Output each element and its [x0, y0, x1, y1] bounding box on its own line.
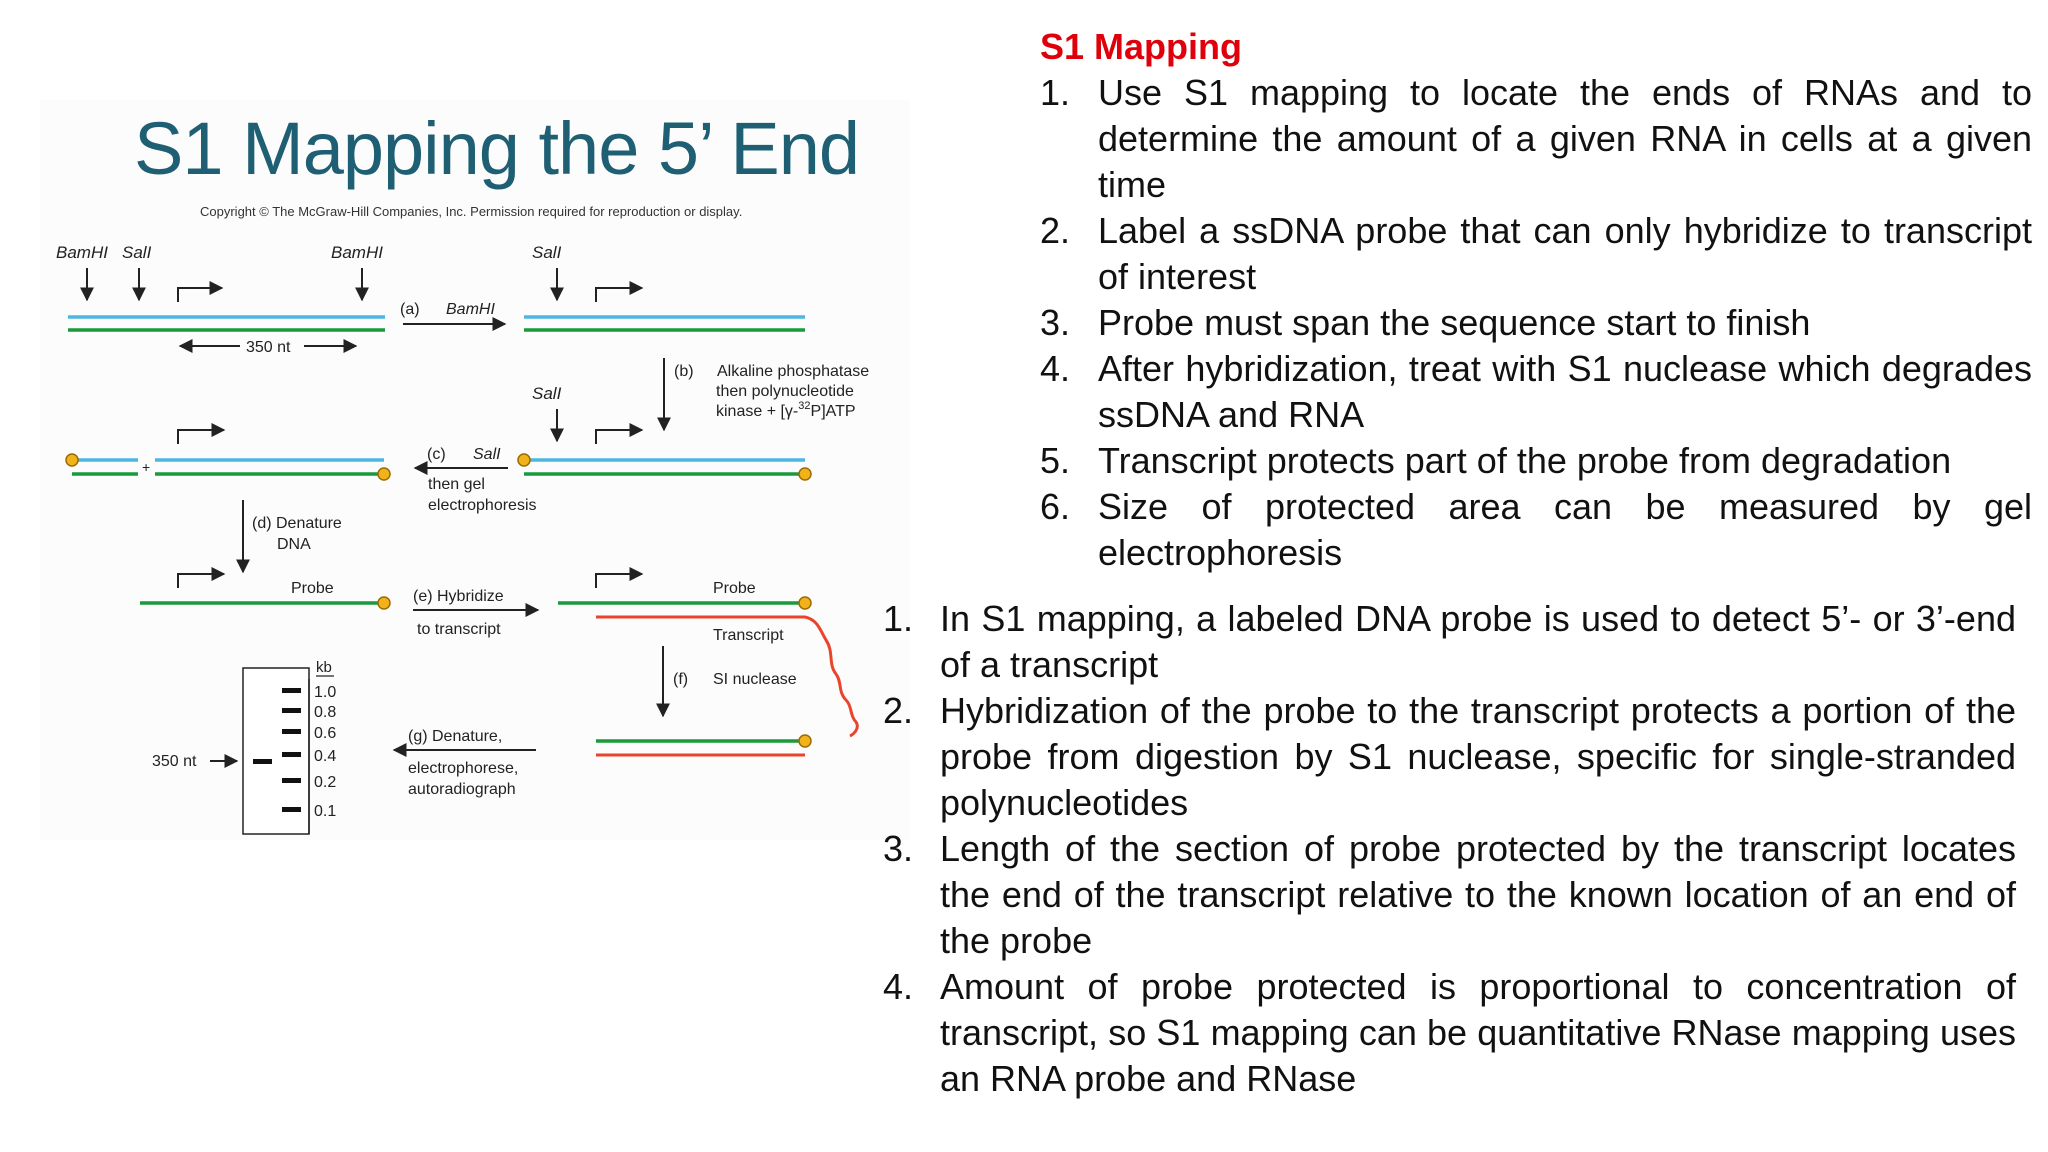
plus-sign: + [142, 459, 151, 475]
item-number: 6. [1040, 486, 1071, 527]
figure-copyright: Copyright © The McGraw-Hill Companies, Inc. Permission required for reproduction or display. [200, 204, 743, 219]
list-item [1040, 208, 2032, 300]
list-item [1040, 300, 2032, 346]
item-text: In S1 mapping, a labeled DNA probe is used to detect 5’- or 3’-end of a transcript [940, 598, 2016, 685]
ladder-label: 1.0 [314, 684, 337, 701]
promoter-arrow-icon [178, 574, 224, 588]
promoter-arrow-icon [178, 288, 222, 302]
step-e-line2: to transcript [417, 621, 501, 638]
gel-marker-label: 350 nt [152, 753, 197, 770]
list-item [1040, 70, 2032, 208]
step-c-line2: then gel [428, 476, 485, 493]
step-b-line1: Alkaline phosphatase [717, 363, 870, 380]
ladder-label: 0.2 [314, 774, 337, 791]
item-number: 3. [1040, 302, 1071, 343]
ladder-label: 0.1 [314, 803, 337, 820]
step-a-letter: (a) [400, 301, 420, 318]
item-text: Probe must span the sequence start to finish [1098, 302, 1811, 343]
ladder-band [282, 688, 301, 693]
list-item [1040, 346, 2032, 438]
step-d-line1: (d) Denature [252, 515, 342, 532]
step-f-letter: (f) [673, 671, 689, 688]
promoter-arrow-icon [178, 430, 224, 444]
ladder-band [282, 708, 301, 713]
list-item [1040, 438, 2032, 484]
step-d-line2: DNA [277, 536, 311, 553]
summary-list [883, 596, 2016, 1102]
item-number: 3. [883, 828, 914, 869]
step-c-line3: electrophoresis [428, 497, 537, 514]
promoter-arrow-icon [596, 288, 642, 302]
s1-mapping-list [1040, 70, 2032, 576]
probe-label-1: Probe [291, 580, 334, 597]
item-text: Transcript protects part of the probe from degradation [1098, 440, 1952, 481]
ladder-label: 0.4 [314, 748, 337, 765]
item-number: 1. [883, 598, 914, 639]
transcript-label: Transcript [713, 627, 784, 644]
step-a-enzyme: BamHI [446, 301, 495, 318]
step-g-line1: (g) Denature, [408, 728, 503, 745]
step-c-enzyme: SalI [473, 446, 501, 463]
section-title: S1 Mapping [1040, 26, 1243, 67]
list-item [883, 688, 2016, 826]
step-b-letter: (b) [674, 363, 694, 380]
sali-label-1: SalI [122, 243, 152, 262]
gel-kb-label: kb [316, 659, 332, 676]
item-text: Size of protected area can be measured by gel electrophoresis [1098, 486, 2032, 573]
sample-band [253, 759, 272, 764]
item-text: Amount of probe protected is proportional to concentration of transcript, so S1 mapping can be quantitative RNase mapping uses an RNA probe and RNase [940, 966, 2016, 1099]
step-e-line1: (e) Hybridize [413, 588, 504, 605]
step-c-letter: (c) [427, 446, 446, 463]
step-b-line3: kinase + [γ-$^{32}$P]ATP [716, 400, 856, 420]
step-b-line2: then polynucleotide [716, 383, 854, 400]
list-item [1040, 484, 2032, 576]
ladder-band [282, 752, 301, 757]
item-text: Use S1 mapping to locate the ends of RNAs and to determine the amount of a given RNA in cells at a given time [1098, 72, 2032, 205]
ladder-band [282, 729, 301, 734]
promoter-arrow-icon [596, 430, 642, 444]
item-text: Label a ssDNA probe that can only hybridize to transcript of interest [1098, 210, 2032, 297]
label-dot-icon [799, 735, 811, 747]
s1-mapping-diagram [0, 0, 900, 1152]
label-dot-icon [799, 597, 811, 609]
bamhi-label-2: BamHI [331, 243, 383, 262]
label-dot-icon [799, 468, 811, 480]
ladder-band [282, 807, 301, 812]
sali-label-3: SalI [532, 384, 562, 403]
label-dot-icon [66, 454, 78, 466]
size-350nt-label: 350 nt [246, 339, 291, 356]
bamhi-label-1: BamHI [56, 243, 108, 262]
step-g-line2: electrophorese, [408, 760, 519, 777]
item-number: 4. [1040, 348, 1071, 389]
item-text: Length of the section of probe protected by the transcript locates the end of the transcript relative to the known location of an end of the probe [940, 828, 2016, 961]
list-item [883, 964, 2016, 1102]
item-number: 1. [1040, 72, 1071, 113]
probe-label-2: Probe [713, 580, 756, 597]
item-number: 5. [1040, 440, 1071, 481]
promoter-arrow-icon [596, 574, 642, 588]
list-item [883, 826, 2016, 964]
label-dot-icon [518, 454, 530, 466]
item-number: 4. [883, 966, 914, 1007]
item-number: 2. [883, 690, 914, 731]
label-dot-icon [378, 468, 390, 480]
ladder-label: 0.8 [314, 704, 337, 721]
label-dot-icon [378, 597, 390, 609]
ladder-band [282, 778, 301, 783]
step-g-line3: autoradiograph [408, 781, 516, 798]
sali-label-2: SalI [532, 243, 562, 262]
item-number: 2. [1040, 210, 1071, 251]
item-text: After hybridization, treat with S1 nuclease which degrades ssDNA and RNA [1098, 348, 2032, 435]
figure-title: S1 Mapping the 5’ End [134, 107, 859, 190]
item-text: Hybridization of the probe to the transcript protects a portion of the probe from digestion by S1 nuclease, specific for single-stranded polynucleotides [940, 690, 2016, 823]
list-item [883, 596, 2016, 688]
step-f-text: SI nuclease [713, 671, 797, 688]
ladder-label: 0.6 [314, 725, 337, 742]
